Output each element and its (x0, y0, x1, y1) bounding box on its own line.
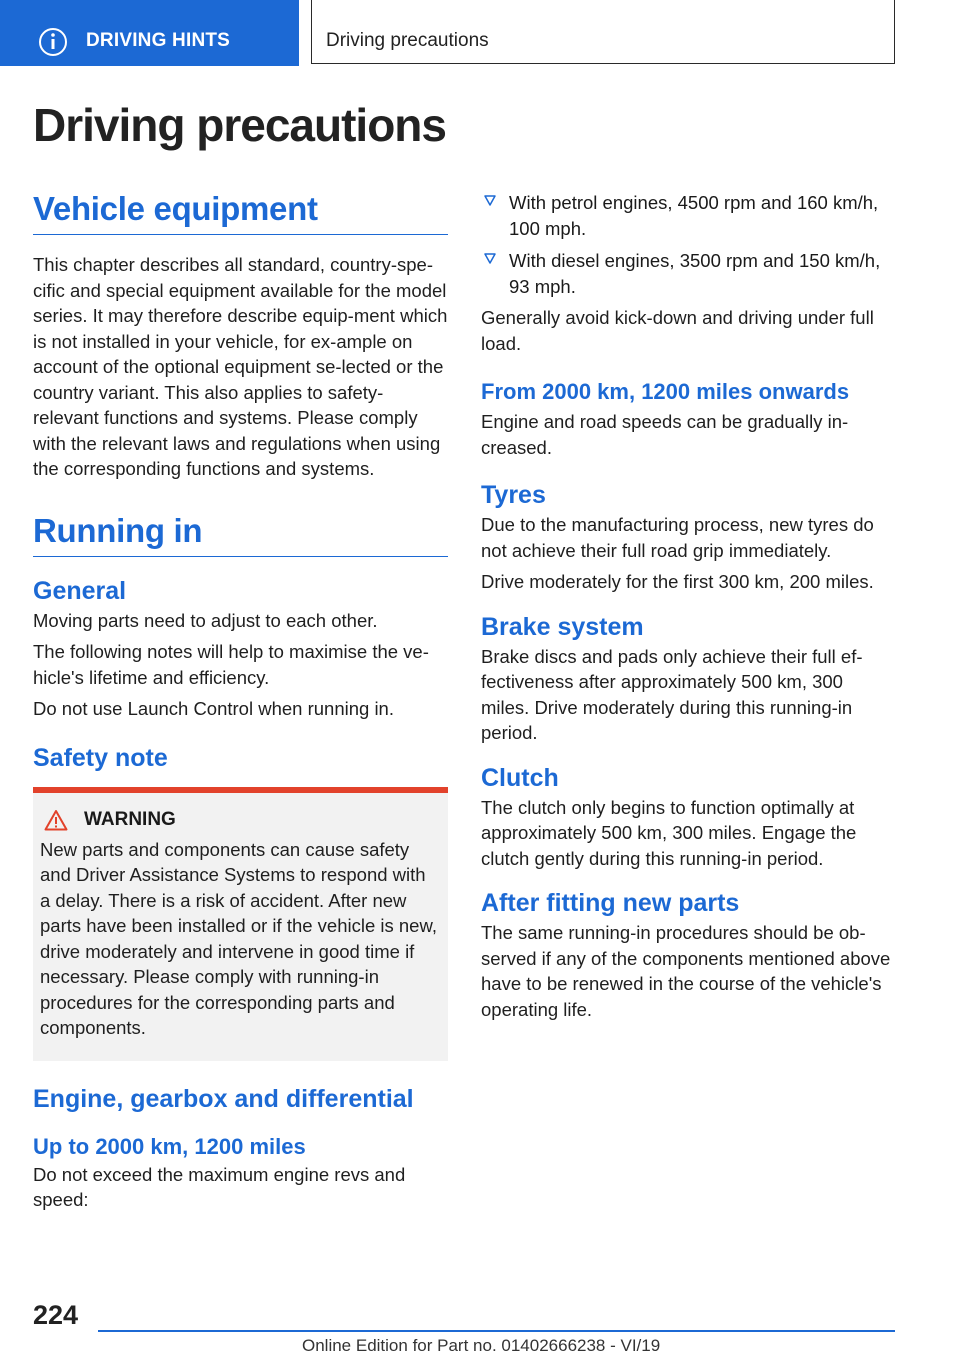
right-column (481, 190, 896, 1022)
engine-gearbox-heading: Engine, gearbox and differential (33, 1084, 414, 1113)
tyres-heading: Tyres (481, 481, 546, 509)
footer-divider (98, 1330, 895, 1332)
vehicle-equipment-text: This chapter describes all standard, country-spe-cific and special equipment available for the model series. It may therefore describe equip-ment which is not installed in your vehicle, for ex-ample on account of the optional equipment se-lected or the country variant. This also applies to safety-relevant functions and systems. Please comply with the relevant laws and regulations when using the corresponding functions and systems. (33, 254, 448, 479)
section-label: DRIVING HINTS (86, 30, 231, 51)
left-column (33, 190, 448, 1213)
page-title: Driving precautions (33, 99, 446, 151)
bullet-text: With diesel engines, 3500 rpm and 150 km/h, 93 mph. (509, 250, 881, 297)
vehicle-equipment-heading: Vehicle equipment (33, 190, 448, 235)
triangle-bullet-icon (483, 193, 497, 207)
new-parts-heading: After fitting new parts (481, 889, 740, 917)
general-p3: Do not use Launch Control when running in. (33, 698, 394, 719)
up-to-2000-heading: Up to 2000 km, 1200 miles (33, 1133, 306, 1159)
topic-tab[interactable] (311, 0, 895, 64)
from-2000-text: Engine and road speeds can be gradually in-creased. (481, 411, 849, 458)
warning-box (33, 787, 448, 1061)
section-tab[interactable] (0, 0, 299, 66)
top-bar (0, 0, 960, 66)
running-in-heading: Running in (33, 512, 448, 557)
warning-header (40, 809, 440, 831)
info-icon (38, 27, 68, 57)
brake-system-heading: Brake system (481, 612, 644, 641)
up-to-2000-text: Do not exceed the maximum engine revs and speed: (33, 1163, 406, 1210)
tyres-p2: Drive moderately for the first 300 km, 200 miles. (481, 571, 874, 592)
clutch-text: The clutch only begins to function optimally at approximately 500 km, 300 miles. Engage the clutch gently during this running-in period. (481, 796, 857, 869)
page-number: 224 (33, 1300, 79, 1330)
general-heading: General (33, 576, 127, 605)
warning-title: WARNING (84, 808, 176, 830)
from-2000-heading: From 2000 km, 1200 miles onwards (481, 379, 850, 404)
topic-label: Driving precautions (326, 30, 489, 51)
bullet-text: With petrol engines, 4500 rpm and 160 km/h, 100 mph. (509, 192, 879, 239)
rpm-limits-list (481, 190, 896, 299)
general-p1: Moving parts need to adjust to each other. (33, 609, 378, 631)
warning-text: New parts and components can cause safety and Driver Assistance Systems to respond with a delay. There is a risk of accident. After new parts have been installed or if the vehicle is new, drive moderately and intervene in good time if necessary. Please comply with running-in procedures for the corresponding parts and components. (40, 838, 437, 1038)
new-parts-text: The same running-in procedures should be ob-served if any of the components mentioned above have to be renewed in the course of the vehicle's operating life. (481, 922, 891, 1020)
safety-note-heading: Safety note (33, 743, 168, 772)
list-item (481, 190, 896, 241)
footer-edition: Online Edition for Part no. 01402666238 - VI/19 (302, 1336, 661, 1355)
general-p2: The following notes will help to maximise the ve-hicle's lifetime and efficiency. (33, 641, 429, 688)
list-item (481, 248, 896, 299)
brake-system-text: Brake discs and pads only achieve their full ef-fectiveness after approximately 500 km, 300 miles. Drive moderately during this running-in period. (481, 645, 863, 743)
warning-triangle-icon (44, 809, 68, 831)
tyres-p1: Due to the manufacturing process, new tyres do not achieve their full road grip immediately. (481, 514, 874, 561)
triangle-bullet-icon (483, 251, 497, 265)
clutch-heading: Clutch (481, 763, 559, 792)
avoid-kickdown-text: Generally avoid kick-down and driving under full load. (481, 307, 874, 354)
